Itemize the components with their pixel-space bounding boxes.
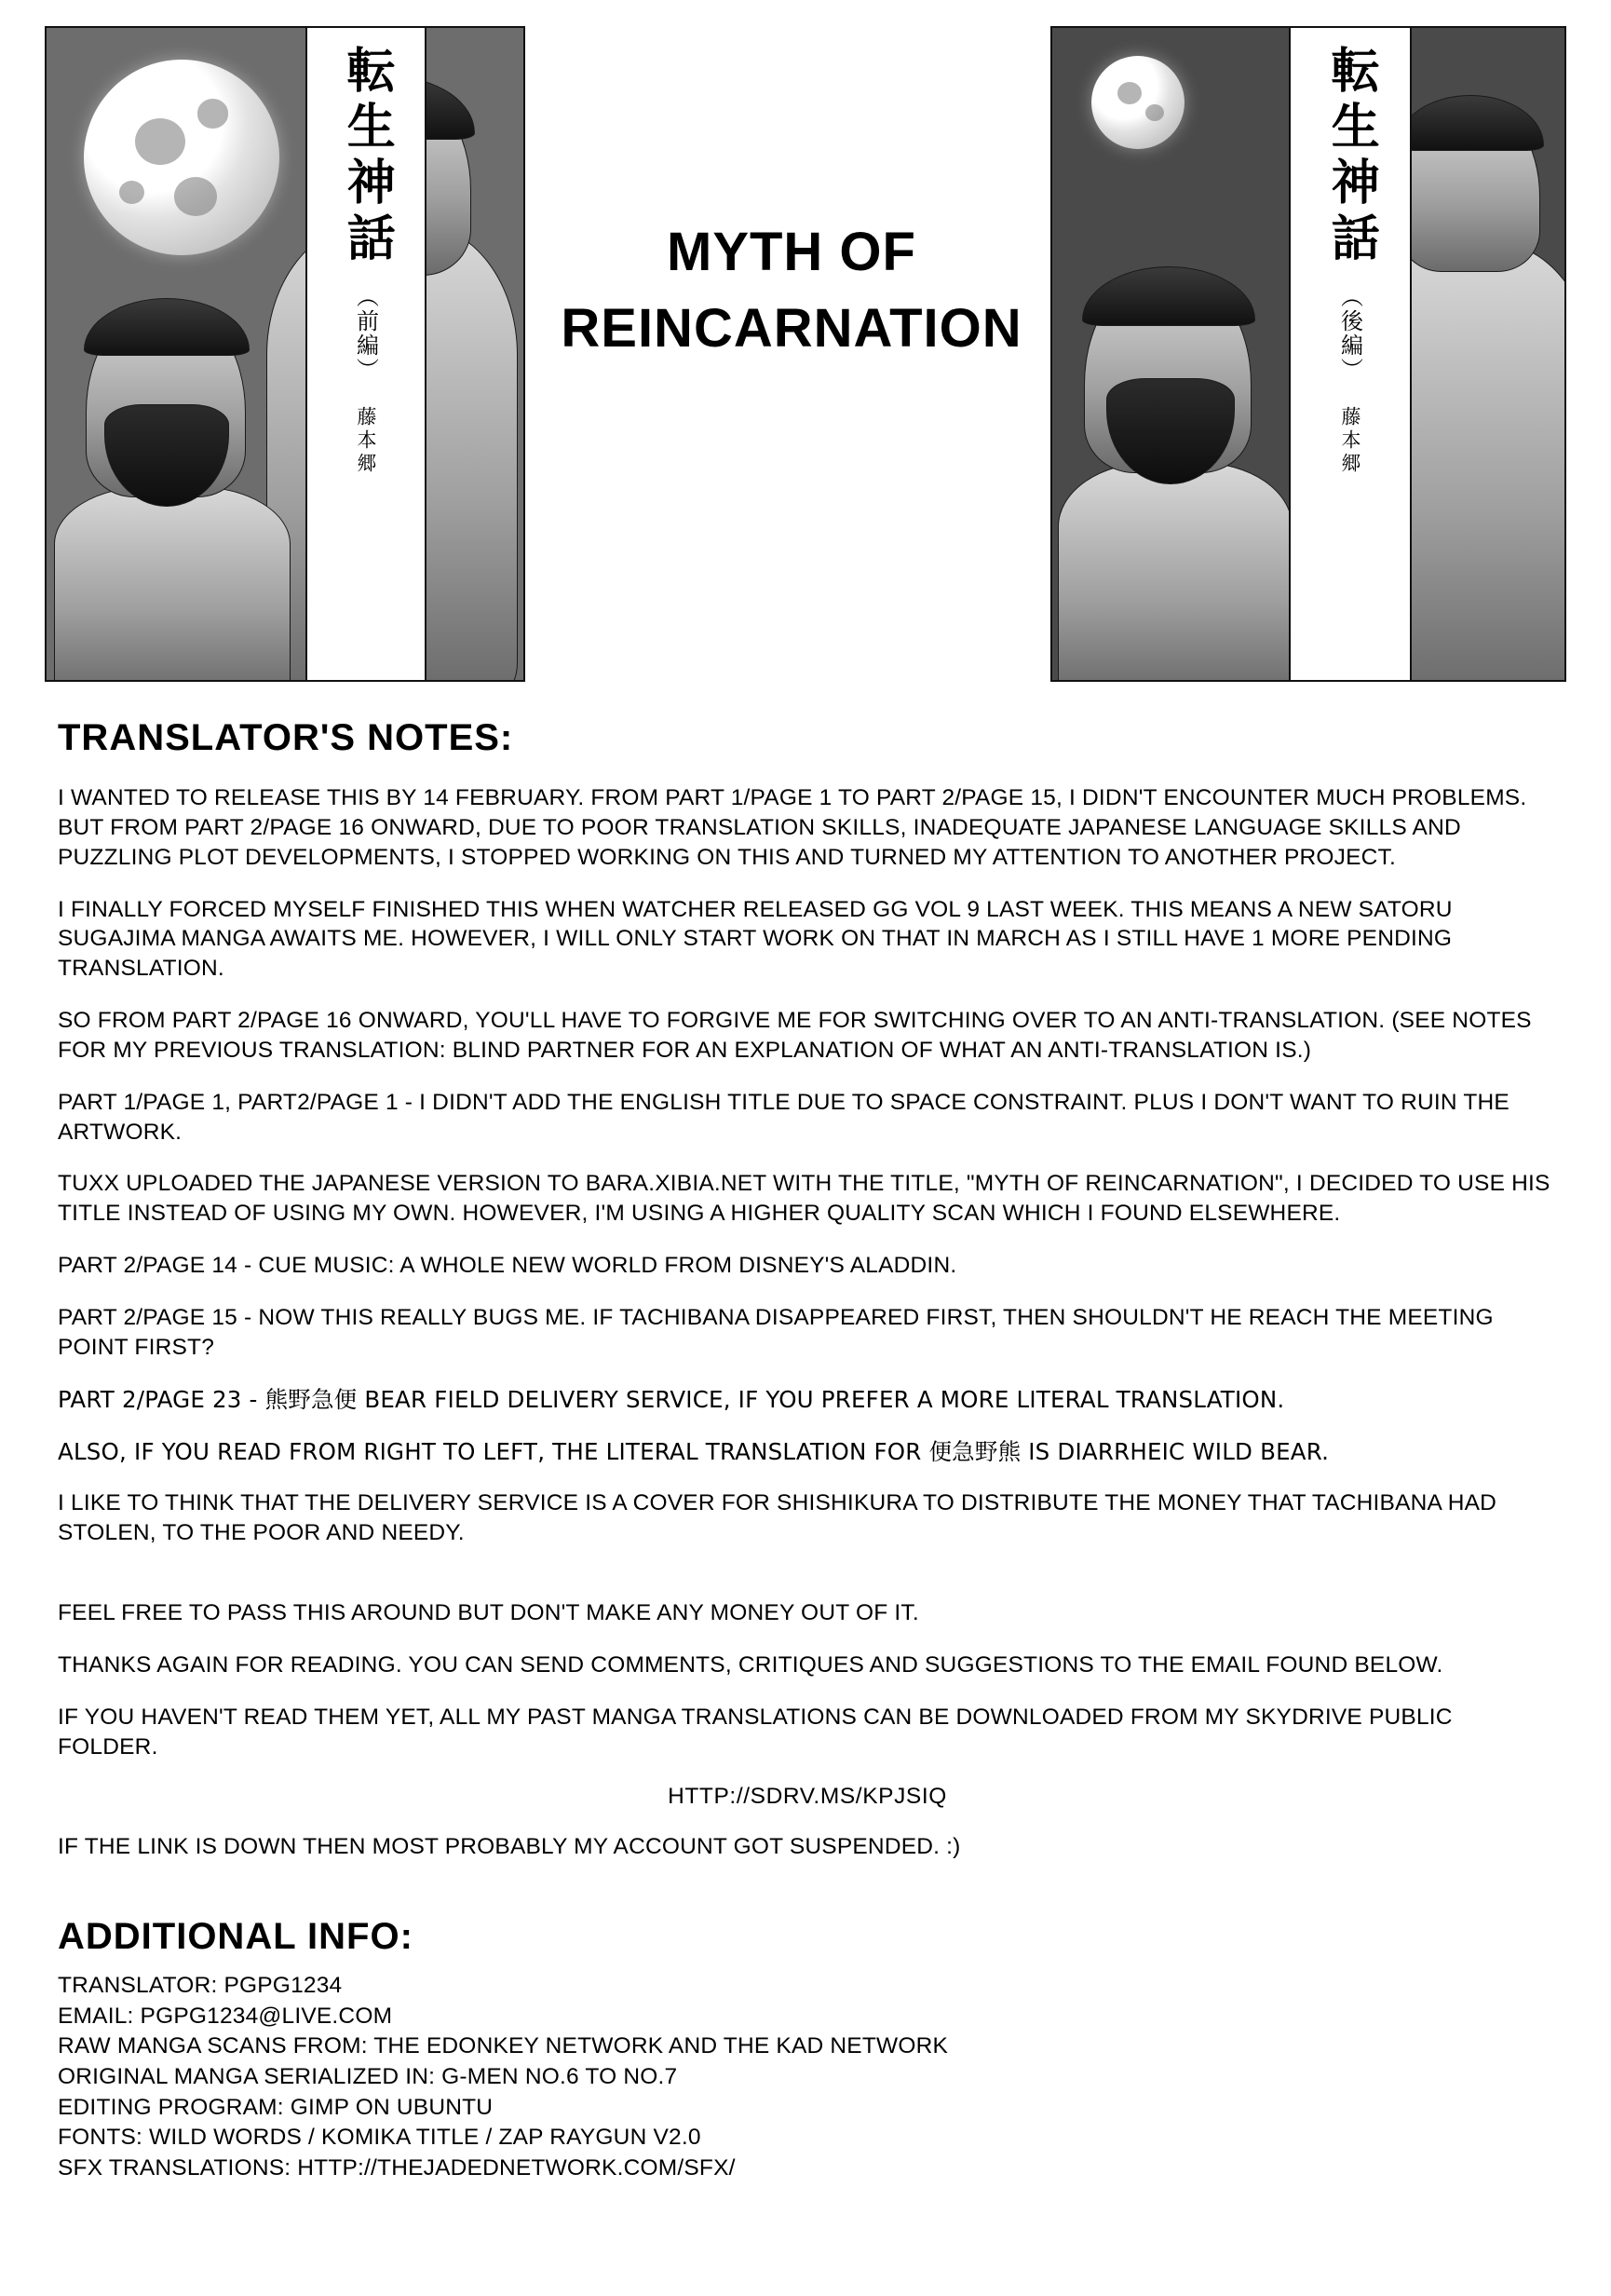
cover-panel-part2	[1050, 26, 1566, 682]
japanese-title-right: 転生神話	[1322, 45, 1379, 268]
additional-info-list	[58, 1971, 1557, 2183]
additional-info-heading: ADDITIONAL INFO:	[58, 1916, 413, 1958]
notes-content	[58, 717, 1557, 2183]
japanese-volume-label-left: （前編）	[352, 285, 379, 382]
note-paragraph: PART 2/PAGE 15 - NOW THIS REALLY BUGS ME. IF TACHIBANA DISAPPEARED FIRST, THEN SHOULDN'T HE REACH THE MEETING POINT FIRST?	[58, 1304, 1494, 1360]
note-paragraph: PART 1/PAGE 1, PART2/PAGE 1 - I DIDN'T ADD THE ENGLISH TITLE DUE TO SPACE CONSTRAINT. PLUS I DON'T WANT TO RUIN THE ARTWORK.	[58, 1089, 1509, 1145]
moon-icon-left	[84, 60, 279, 255]
moon-icon-right	[1091, 56, 1185, 149]
closing-paragraph: FEEL FREE TO PASS THIS AROUND BUT DON'T MAKE ANY MONEY OUT OF IT.	[58, 1600, 919, 1626]
cover-panel-part1	[45, 26, 525, 682]
info-line: EMAIL: PGPG1234@LIVE.COM	[58, 2003, 393, 2029]
info-line[interactable]: SFX TRANSLATIONS: HTTP://THEJADEDNETWORK.COM/SFX/	[58, 2154, 736, 2181]
skydrive-link[interactable]: HTTP://SDRV.MS/KPJSIQ	[668, 1784, 947, 1810]
note-paragraph: SO FROM PART 2/PAGE 16 ONWARD, YOU'LL HAVE TO FORGIVE ME FOR SWITCHING OVER TO AN ANTI-TRANSLATION. (SEE NOTES FOR MY PREVIOUS TRANSLATION: BLIND PARTNER FOR AN EXPLANATION OF WHAT AN ANTI-TRANSLATION IS.)	[58, 1008, 1532, 1063]
japanese-title-left: 転生神話	[338, 45, 395, 268]
character-bearded-man-body	[54, 486, 291, 682]
japanese-volume-label-right: （後編）	[1336, 285, 1363, 382]
note-paragraph: TUXX UPLOADED THE JAPANESE VERSION TO BARA.XIBIA.NET WITH THE TITLE, "MYTH OF REINCARNATION", I DECIDED TO USE HIS TITLE INSTEAD OF USING MY OWN. HOWEVER, I'M USING A HIGHER QUALITY SCAN WHICH I FOUND ELSEWHERE.	[58, 1171, 1550, 1227]
japanese-title-stripe-part2	[1289, 28, 1412, 680]
info-line: EDITING PROGRAM: GIMP ON UBUNTU	[58, 2094, 494, 2120]
link-status-note: IF THE LINK IS DOWN THEN MOST PROBABLY MY ACCOUNT GOT SUSPENDED. :)	[58, 1834, 961, 1860]
note-paragraph: PART 2/PAGE 14 - CUE MUSIC: A WHOLE NEW WORLD FROM DISNEY'S ALADDIN.	[58, 1253, 957, 1279]
header-artwork-row	[0, 0, 1611, 694]
character-bearded-man2-body	[1058, 462, 1293, 682]
japanese-title-stripe-part1	[305, 28, 426, 680]
japanese-author-left: 藤本郷	[355, 406, 377, 476]
closing-paragraph: IF YOU HAVEN'T READ THEM YET, ALL MY PAST MANGA TRANSLATIONS CAN BE DOWNLOADED FROM MY SKYDRIVE PUBLIC FOLDER.	[58, 1704, 1453, 1759]
closing-paragraph: THANKS AGAIN FOR READING. YOU CAN SEND COMMENTS, CRITIQUES AND SUGGESTIONS TO THE EMAIL FOUND BELOW.	[58, 1651, 1443, 1678]
info-line: ORIGINAL MANGA SERIALIZED IN: G-MEN NO.6 TO NO.7	[58, 2063, 678, 2089]
page-title	[559, 214, 1024, 368]
note-paragraph: PART 2/PAGE 23 - 熊野急便 BEAR FIELD DELIVERY SERVICE, IF YOU PREFER A MORE LITERAL TRANSLATION.	[58, 1385, 1285, 1413]
japanese-author-right: 藤本郷	[1339, 406, 1361, 476]
note-paragraph: ALSO, IF YOU READ FROM RIGHT TO LEFT, THE LITERAL TRANSLATION FOR 便急野熊 IS DIARRHEIC WILD BEAR.	[58, 1437, 1330, 1465]
info-line: TRANSLATOR: PGPG1234	[58, 1973, 343, 1999]
note-paragraph: I FINALLY FORCED MYSELF FINISHED THIS WHEN WATCHER RELEASED GG VOL 9 LAST WEEK. THIS MEANS A NEW SATORU SUGAJIMA MANGA AWAITS ME. HOWEVER, I WILL ONLY START WORK ON THAT IN MARCH AS I STILL HAVE 1 MORE PENDING TRANSLATION.	[58, 896, 1453, 982]
page-title-line-1: MYTH OF	[667, 222, 916, 282]
info-line: RAW MANGA SCANS FROM: THE EDONKEY NETWORK AND THE KAD NETWORK	[58, 2033, 949, 2059]
note-paragraph: I WANTED TO RELEASE THIS BY 14 FEBRUARY. FROM PART 1/PAGE 1 TO PART 2/PAGE 15, I DIDN'T ENCOUNTER MUCH PROBLEMS. BUT FROM PART 2/PAGE 16 ONWARD, DUE TO POOR TRANSLATION SKILLS, INADEQUATE JAPANESE LANGUAGE SKILLS AND PUZZLING PLOT DEVELOPMENTS, I STOPPED WORKING ON THIS AND TURNED MY ATTENTION TO ANOTHER PROJECT.	[58, 785, 1527, 870]
translator-notes-heading: TRANSLATOR'S NOTES:	[58, 717, 514, 758]
note-paragraph: I LIKE TO THINK THAT THE DELIVERY SERVICE IS A COVER FOR SHISHIKURA TO DISTRIBUTE THE MONEY THAT TACHIBANA HAD STOLEN, TO THE POOR AND NEEDY.	[58, 1490, 1497, 1546]
info-line: FONTS: WILD WORDS / KOMIKA TITLE / ZAP RAYGUN V2.0	[58, 2125, 701, 2151]
page-title-line-2: REINCARNATION	[561, 298, 1022, 360]
